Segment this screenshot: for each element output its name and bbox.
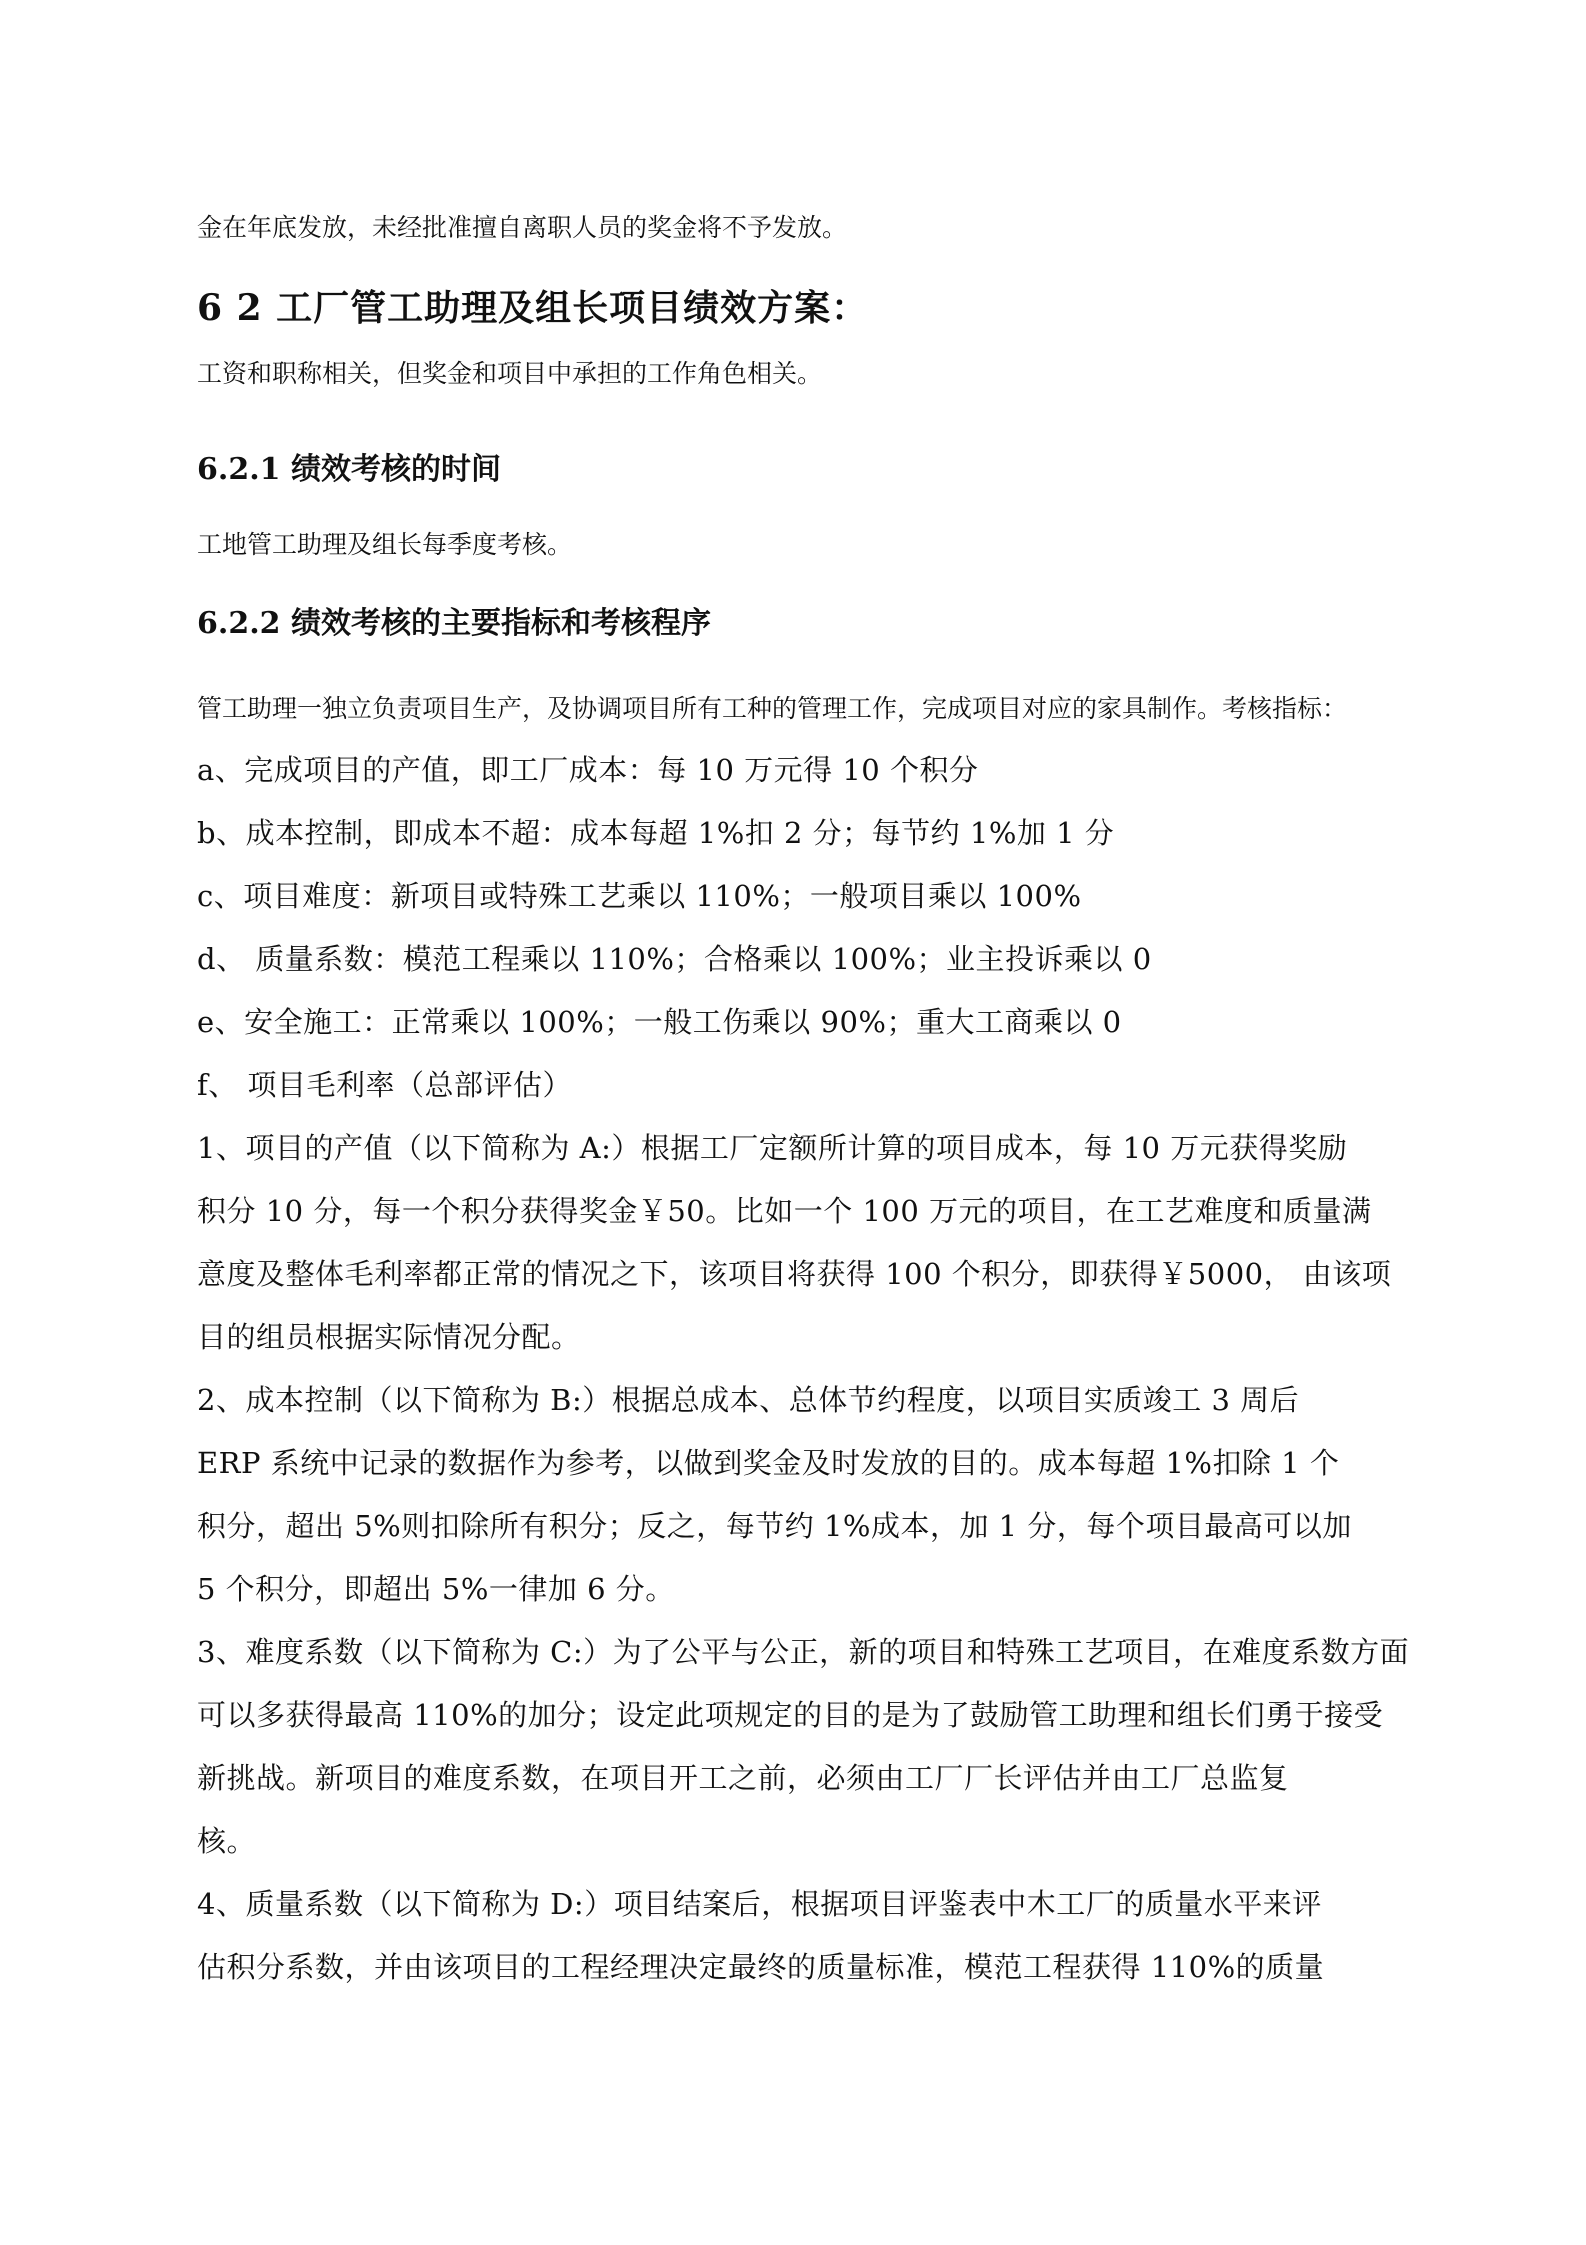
- paragraph-line: 积分 10 分，每一个积分获得奖金￥50。比如一个 100 万元的项目，在工艺难度和质量满: [197, 1194, 1372, 1228]
- paragraph-line: 目的组员根据实际情况分配。: [197, 1320, 581, 1354]
- subsection-heading-6-2-1: 6.2.1 绩效考核的时间: [197, 452, 501, 487]
- criterion-item-e: e、安全施工：正常乘以 100%；一般工伤乘以 90%；重大工商乘以 0: [197, 1005, 1122, 1039]
- paragraph-line: 1、项目的产值（以下简称为 A:）根据工厂定额所计算的项目成本，每 10 万元获得奖励: [197, 1131, 1348, 1165]
- subsection-heading-6-2-2: 6.2.2 绩效考核的主要指标和考核程序: [197, 606, 711, 641]
- criterion-item-c: c、项目难度：新项目或特殊工艺乘以 110%；一般项目乘以 100%: [197, 879, 1082, 913]
- paragraph-line: 工资和职称相关，但奖金和项目中承担的工作角色相关。: [197, 359, 823, 388]
- paragraph-line: 积分，超出 5%则扣除所有积分；反之，每节约 1%成本，加 1 分，每个项目最高可以加: [197, 1509, 1352, 1543]
- criterion-item-b: b、成本控制，即成本不超：成本每超 1%扣 2 分；每节约 1%加 1 分: [197, 816, 1115, 850]
- paragraph-line: 工地管工助理及组长每季度考核。: [197, 530, 573, 559]
- criterion-item-a: a、完成项目的产值，即工厂成本：每 10 万元得 10 个积分: [197, 753, 979, 787]
- paragraph-line: 意度及整体毛利率都正常的情况之下，该项目将获得 100 个积分，即获得￥5000， 由该项: [197, 1257, 1392, 1291]
- paragraph-line: 管工助理一独立负责项目生产，及协调项目所有工种的管理工作，完成项目对应的家具制作。考核指标：: [197, 694, 1348, 723]
- section-heading-6-2: 6 2 工厂管工助理及组长项目绩效方案：: [197, 287, 869, 329]
- paragraph-line: ERP 系统中记录的数据作为参考，以做到奖金及时发放的目的。成本每超 1%扣除 1 个: [197, 1446, 1340, 1480]
- paragraph-line: 可以多获得最高 110%的加分；设定此项规定的目的是为了鼓励管工助理和组长们勇于接受: [197, 1698, 1384, 1732]
- paragraph-line: 5 个积分，即超出 5%一律加 6 分。: [197, 1572, 675, 1606]
- paragraph-line: 3、难度系数（以下简称为 C:）为了公平与公正，新的项目和特殊工艺项目，在难度系数方面: [197, 1635, 1410, 1669]
- paragraph-line: 新挑战。新项目的难度系数，在项目开工之前，必须由工厂厂长评估并由工厂总监复: [197, 1761, 1289, 1795]
- paragraph-line: 4、质量系数（以下简称为 D:）项目结案后，根据项目评鉴表中木工厂的质量水平来评: [197, 1887, 1322, 1921]
- paragraph-line: 金在年底发放，未经批准擅自离职人员的奖金将不予发放。: [197, 213, 848, 242]
- criterion-item-f: f、 项目毛利率（总部评估）: [197, 1068, 572, 1102]
- paragraph-line: 2、成本控制（以下简称为 B:）根据总成本、总体节约程度，以项目实质竣工 3 周后: [197, 1383, 1300, 1417]
- criterion-item-d: d、 质量系数：模范工程乘以 110%；合格乘以 100%；业主投诉乘以 0: [197, 942, 1152, 976]
- paragraph-line: 核。: [197, 1824, 257, 1858]
- paragraph-line: 估积分系数，并由该项目的工程经理决定最终的质量标准，模范工程获得 110%的质量: [197, 1950, 1325, 1984]
